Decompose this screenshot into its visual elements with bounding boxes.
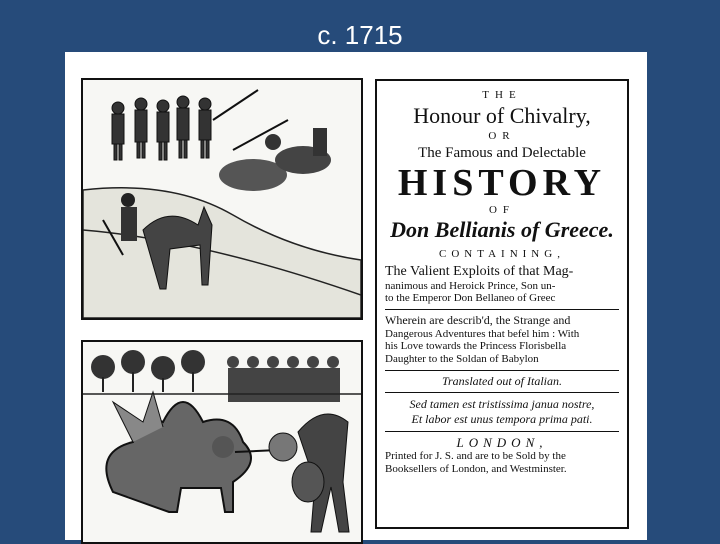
title-rule <box>385 392 619 393</box>
title-line-5: Dangerous Adventures that befel him : With <box>385 327 580 340</box>
title-the: THE <box>482 89 522 101</box>
title-of: OF <box>488 203 516 216</box>
title-rule <box>385 309 619 310</box>
title-rule <box>385 370 619 371</box>
title-rule <box>385 431 619 432</box>
title-famous: The Famous and Delectable <box>418 145 586 162</box>
title-honour: Honour of Chivalry, <box>413 103 591 129</box>
title-latin-1: Sed tamen est tristissima janua nostre, <box>409 396 595 411</box>
title-printed-1: Printed for J. S. and are to be Sold by the <box>385 450 566 463</box>
title-containing: CONTAINING, <box>439 248 565 261</box>
title-line-6: his Love towards the Princess Florisbella <box>385 340 567 353</box>
title-don-bellianis: Don Bellianis of Greece. <box>390 216 614 242</box>
title-printed-2: Booksellers of London, and Westminster. <box>385 463 567 476</box>
title-latin-2: Et labor est unus tempora prima pati. <box>411 411 593 426</box>
content-panel <box>65 52 647 540</box>
title-or: OR <box>488 130 516 143</box>
woodcut-knights-illustration <box>81 78 363 320</box>
title-line-2: nanimous and Heroick Prince, Son un- <box>385 279 556 292</box>
book-title-page <box>375 79 629 529</box>
woodcut-dragon-illustration <box>81 340 363 544</box>
title-history: HISTORY <box>397 161 607 204</box>
slide-title: c. 1715 <box>317 20 403 50</box>
title-translated: Translated out of Italian. <box>441 373 562 388</box>
title-line-7: Daughter to the Soldan of Babylon <box>385 353 539 365</box>
title-line-1: The Valient Exploits of that Mag- <box>385 264 574 280</box>
title-line-4: Wherein are describ'd, the Strange and <box>385 312 571 327</box>
title-line-3: to the Emperor Don Bellaneo of Greec <box>385 292 556 305</box>
title-london: LONDON, <box>456 434 548 450</box>
